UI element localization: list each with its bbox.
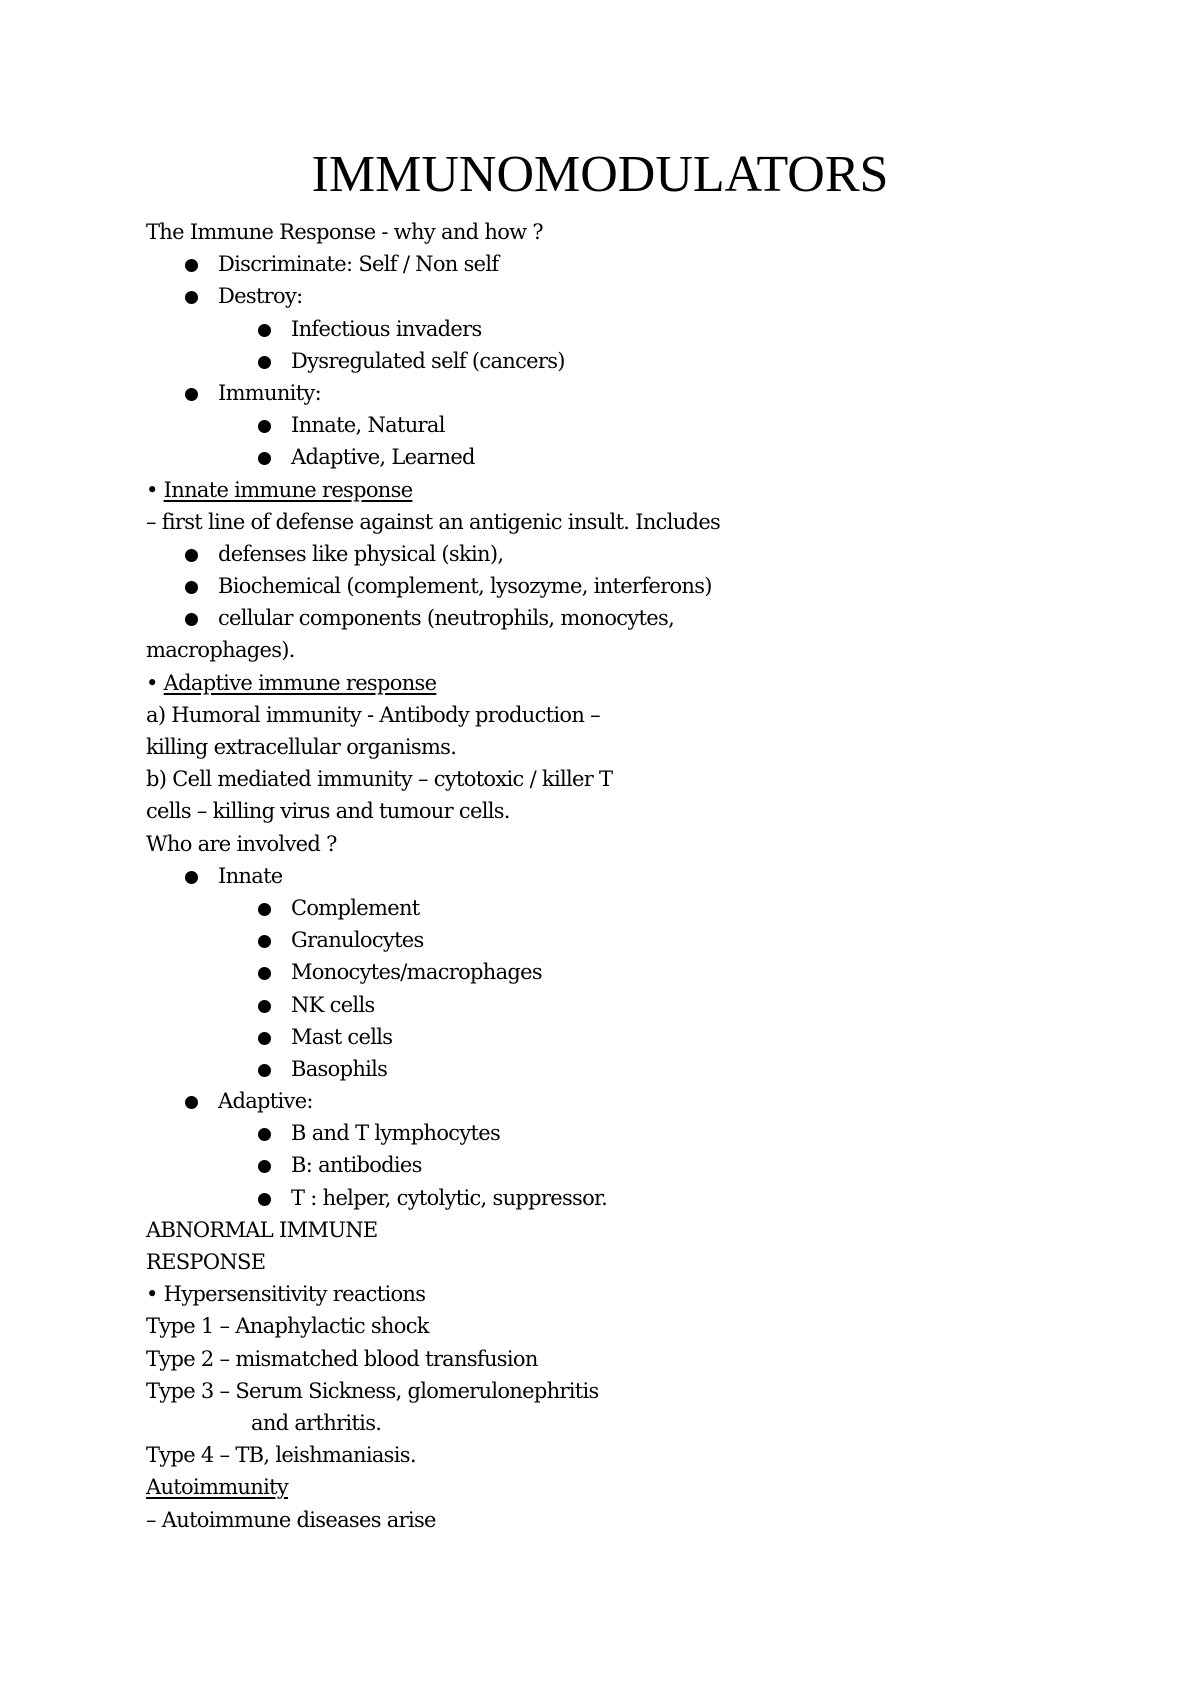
bullet-item: Discriminate: Self / Non self	[146, 248, 1146, 280]
text-line: macrophages).	[146, 638, 295, 663]
text-line: cells – killing virus and tumour cells.	[146, 799, 510, 824]
text-line: The Immune Response - why and how ?	[146, 220, 543, 244]
bullet-item: Biochemical (complement, lysozyme, interferons)	[146, 570, 1146, 602]
text-line: – first line of defense against an antigenic insult. Includes	[146, 509, 721, 534]
text-line: Type 1 – Anaphylactic shock	[146, 1314, 429, 1339]
continued-line: and arthritis.	[251, 1410, 382, 1435]
bullet-item: defenses like physical (skin),	[146, 538, 1146, 570]
sub-bullet-item: Mast cells	[146, 1021, 1146, 1053]
text-line: – Autoimmune diseases arise	[146, 1507, 436, 1532]
heading-text: Autoimmunity	[146, 1475, 288, 1500]
bullet-item: Innate	[146, 860, 1146, 892]
text-line: b) Cell mediated immunity – cytotoxic / killer T	[146, 767, 613, 792]
bullet-item: cellular components (neutrophils, monocytes,	[146, 602, 1146, 634]
section-heading	[146, 1471, 1146, 1503]
document-title: IMMUNOMODULATORS	[311, 146, 889, 203]
text-line: Type 3 – Serum Sickness, glomerulonephritis	[146, 1378, 599, 1403]
sub-bullet-item: Innate, Natural	[146, 409, 1146, 441]
section-heading	[146, 667, 1146, 699]
text-line: Type 2 – mismatched blood transfusion	[146, 1346, 538, 1371]
text-line: • Hypersensitivity reactions	[146, 1282, 426, 1307]
text-line: Who are involved ?	[146, 831, 337, 856]
section-heading	[146, 474, 1146, 506]
sub-bullet-item: B: antibodies	[146, 1149, 1146, 1181]
sub-bullet-item: Infectious invaders	[146, 313, 1146, 345]
heading-bullet: •	[146, 670, 164, 695]
sub-bullet-item: Monocytes/macrophages	[146, 956, 1146, 988]
heading-bullet: •	[146, 477, 164, 502]
document-body	[146, 216, 1146, 1536]
text-line: RESPONSE	[146, 1250, 266, 1274]
sub-bullet-item: B and T lymphocytes	[146, 1117, 1146, 1149]
bullet-item: Destroy:	[146, 280, 1146, 312]
text-line: a) Humoral immunity - Antibody production –	[146, 702, 600, 727]
text-line: killing extracellular organisms.	[146, 735, 457, 759]
text-line: ABNORMAL IMMUNE	[146, 1217, 378, 1242]
sub-bullet-item: T : helper, cytolytic, suppressor.	[146, 1182, 1146, 1214]
bullet-item: Immunity:	[146, 377, 1146, 409]
text-line: Type 4 – TB, leishmaniasis.	[146, 1443, 416, 1468]
sub-bullet-item: Complement	[146, 892, 1146, 924]
heading-text: Adaptive immune response	[163, 670, 437, 695]
sub-bullet-item: Basophils	[146, 1053, 1146, 1085]
heading-text: Innate immune response	[163, 477, 413, 502]
sub-bullet-item: NK cells	[146, 989, 1146, 1021]
sub-bullet-item: Granulocytes	[146, 924, 1146, 956]
sub-bullet-item: Dysregulated self (cancers)	[146, 345, 1146, 377]
sub-bullet-item: Adaptive, Learned	[146, 441, 1146, 473]
bullet-item: Adaptive:	[146, 1085, 1146, 1117]
